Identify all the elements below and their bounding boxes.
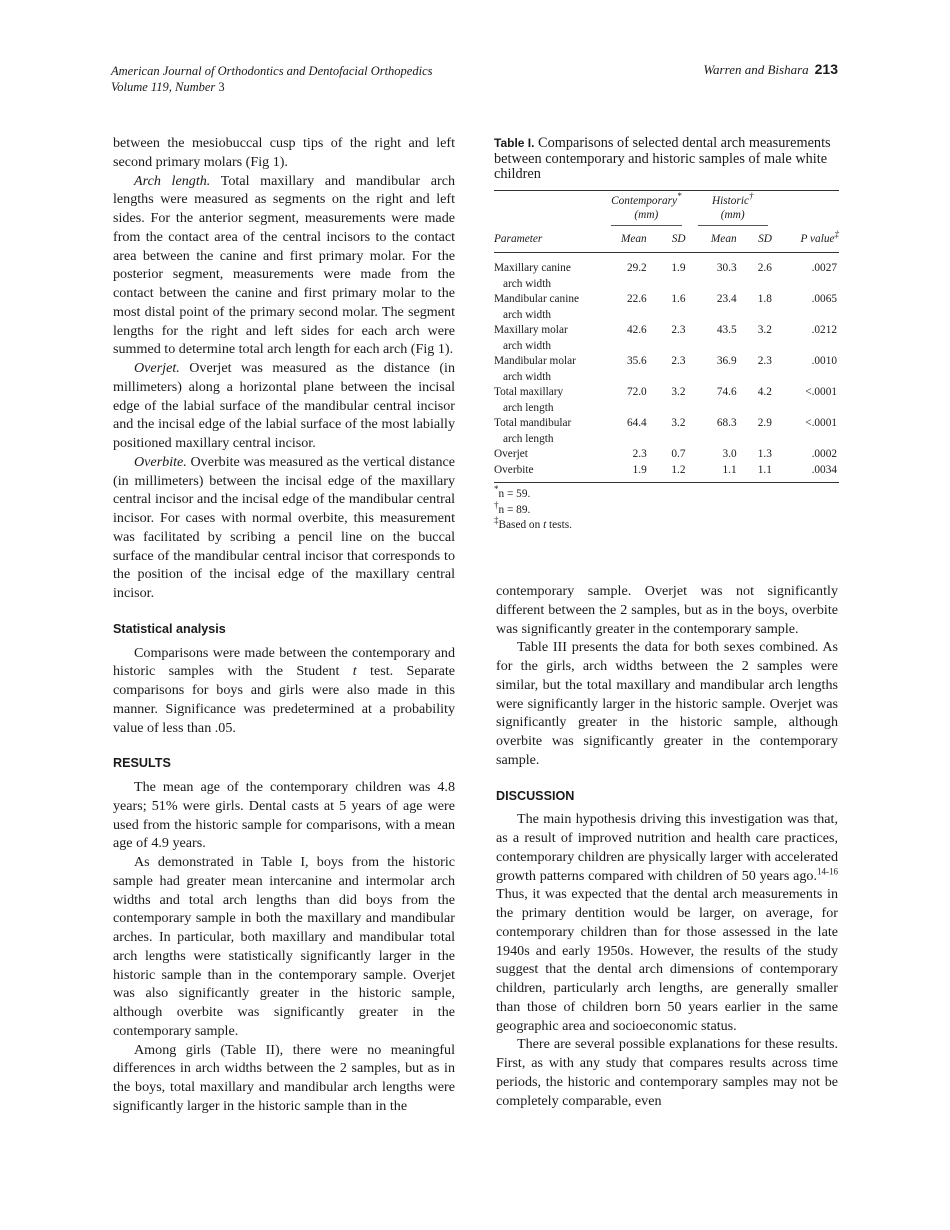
paragraph: between the mesiobuccal cusp tips of the right and left second primary molars (Fig 1). [113, 135, 455, 170]
running-header-journal [111, 63, 433, 95]
parameter-cell [494, 323, 597, 354]
group-header-historic [686, 190, 772, 226]
section-heading-statistical-analysis: Statistical analysis [113, 621, 226, 636]
table-row [494, 463, 839, 483]
footnote [494, 484, 839, 503]
issue-number: 3 [218, 80, 225, 94]
table-label: Table I. [494, 136, 535, 150]
footnote-mark: * [494, 484, 499, 495]
citation-ref: 14-16 [817, 865, 838, 876]
group-unit: (mm) [634, 208, 659, 221]
mean-cell: 23.4 [716, 293, 737, 305]
p-value-cell: .0010 [811, 355, 837, 367]
mean-cell: 36.9 [716, 355, 737, 367]
mean-cell: 35.6 [626, 355, 647, 367]
right-column [496, 582, 838, 1110]
footnote-mark: ‡ [834, 228, 839, 239]
footnote-mark: † [748, 190, 754, 201]
parameter-name: Total mandibular [494, 417, 572, 429]
sd-cell: 3.2 [671, 417, 686, 429]
page-number: 213 [814, 61, 838, 77]
paragraph: contemporary sample. Overjet was not significantly different between the 2 samples, but as in the boys, overbite was significantly greater in the contemporary sample. [496, 583, 838, 637]
author-names: Warren and Bishara [703, 62, 809, 77]
left-column [113, 134, 455, 1116]
table-caption [494, 136, 839, 183]
parameter-name-cont: arch length [503, 432, 554, 445]
sd-cell: 0.7 [671, 448, 686, 460]
table-row [494, 354, 839, 385]
sd-cell: 2.3 [757, 355, 772, 367]
italic-t: t [352, 663, 357, 680]
paragraph: There are several possible explanations for these results. First, as with any study that compares results across time periods, the historic and contemporary samples may not be completely comparable, even [496, 1036, 838, 1109]
mean-cell: 1.1 [722, 463, 737, 476]
paragraph: The mean age of the contemporary children was 4.8 years; 51% were girls. Dental casts at 5 years of age were used from the historic sample for comparisons, with a mean age of 4.9 years. [113, 779, 455, 852]
sd-cell: 2.6 [757, 262, 772, 274]
col-header-label: P value [800, 232, 835, 245]
p-value-cell: <.0001 [805, 417, 837, 429]
mean-cell: 68.3 [716, 417, 737, 429]
paragraph-overjet [113, 359, 455, 453]
runin-heading: Arch length. [134, 172, 211, 189]
parameter-cell: Overjet [494, 448, 528, 460]
paragraph-text: Thus, it was expected that the dental arch measurements in the primary dentition would be larger, on average, for contemporary children than for those assessed in the late 1940s and early 1950s. However, the results of the study suggest that the dental arch dimensions of contemporary children, particularly arch lengths, are generally smaller than those of children born 50 years earlier in the same geographic area and socioeconomic status. [496, 886, 838, 1034]
sd-cell: 2.9 [757, 417, 772, 429]
table-footnotes [494, 484, 839, 534]
paragraph-text: test. Separate comparisons for boys and girls were also made in this manner. Significance was predetermined at a probability value of less than .05. [113, 663, 455, 736]
col-header-sd: SD [647, 226, 686, 253]
footnote-italic: t [543, 519, 547, 531]
sd-cell: 2.3 [671, 324, 686, 336]
runin-heading: Overjet. [134, 360, 180, 376]
paragraph-text: Total maxillary and mandibular arch lengths were measured as segments on the right and left sides. For the anterior segment, measurements were made from the contact area of the central incisors to the contact area between the canine and first primary molar. For the posterior segment, measurements were made from the contact between the canine and first primary molar to the most distal point of the primary second molar. The segment lengths for the right and left sides for each arch were summed to determine total arch length for each arch (Fig 1). [113, 172, 455, 358]
col-header-mean: Mean [597, 226, 647, 253]
sd-cell: 1.8 [757, 293, 772, 305]
data-table [494, 190, 839, 484]
parameter-cell [494, 253, 597, 293]
col-header-mean: Mean [686, 226, 737, 253]
sd-cell: 1.9 [671, 262, 686, 274]
mean-cell: 43.5 [716, 324, 737, 336]
mean-cell: 30.3 [716, 262, 737, 274]
parameter-name: Maxillary molar [494, 324, 568, 336]
mean-cell: 3.0 [722, 448, 737, 460]
parameter-name: Mandibular canine [494, 293, 580, 305]
running-header-authors [703, 61, 838, 78]
p-value-cell: <.0001 [805, 386, 837, 398]
parameter-cell: Overbite [494, 463, 534, 476]
sd-cell: 2.3 [671, 355, 686, 367]
table-caption-text: Comparisons of selected dental arch measurements between contemporary and historic samples of male white children [494, 135, 831, 182]
table-row [494, 385, 839, 416]
runin-heading: Overbite. [134, 453, 187, 470]
table-row [494, 292, 839, 323]
p-value-cell: .0212 [811, 324, 837, 336]
paragraph-arch-length [113, 172, 455, 360]
paragraph-overbite [113, 453, 455, 603]
footnote-mark: † [494, 499, 499, 510]
col-header-sd: SD [737, 226, 772, 253]
mean-cell: 1.9 [632, 463, 647, 476]
footnote [494, 499, 839, 519]
mean-cell: 74.6 [716, 386, 737, 398]
sd-cell: 1.3 [757, 448, 772, 460]
mean-cell: 72.0 [626, 386, 647, 398]
paragraph: Among girls (Table II), there were no meaningful differences in arch widths between the 2 samples, but as in the boys, total maxillary and mandibular arch lengths were significantly larger in the historic sample than in the [113, 1041, 455, 1114]
p-value-cell: .0065 [811, 293, 837, 305]
footnote-text: tests. [546, 519, 572, 531]
sd-cell: 3.2 [757, 324, 772, 336]
parameter-name-cont: arch width [503, 339, 551, 352]
col-header-p-value [772, 226, 839, 253]
section-heading-discussion: DISCUSSION [496, 788, 575, 803]
parameter-cell [494, 354, 597, 385]
footnote-mark: * [677, 190, 682, 201]
group-name: Contemporary [611, 194, 678, 207]
p-value-cell: .0002 [811, 448, 837, 460]
p-value-cell: .0027 [811, 262, 837, 274]
volume-label: Volume 119, Number [111, 80, 216, 94]
paragraph-statistics [113, 644, 455, 738]
mean-cell: 2.3 [632, 448, 647, 460]
paragraph-text: Overjet was measured as the distance (in millimeters) along a horizontal plane between the incisal edge of the labial surface of the mandibular central incisor and the incisal edge of the labial surface of the most labially positioned maxillary central incisor. [113, 360, 455, 451]
paragraph: Table III presents the data for both sexes combined. As for the girls, arch widths between the 2 samples were similar, but the total maxillary and mandibular arch lengths were significantly larger in the historic sample. Overjet was significantly greater in the historic sample, although overbite was significantly greater in the contemporary sample. [496, 639, 838, 768]
parameter-cell [494, 292, 597, 323]
footnote-text: n = 59. [498, 488, 531, 500]
sd-cell: 3.2 [671, 386, 686, 398]
footnote-mark: ‡ [494, 515, 499, 526]
parameter-name-cont: arch width [503, 370, 551, 383]
sd-cell: 1.1 [757, 463, 772, 476]
paragraph [496, 810, 838, 1035]
section-heading-results: RESULTS [113, 756, 171, 771]
group-name: Historic [711, 194, 749, 207]
parameter-name-cont: arch width [503, 277, 551, 290]
footnote [494, 515, 839, 534]
mean-cell: 64.4 [626, 417, 647, 429]
mean-cell: 42.6 [626, 324, 647, 336]
mean-cell: 29.2 [626, 262, 647, 274]
paragraph-text: Overbite was measured as the vertical distance (in millimeters) between the incisal edge of the maxillary central incisor and the incisal edge of the mandibular central incisor. For cases with normal overbite, this measurement was facilitated by scribing a pencil line on the buccal surface of the mandibular central incisor that corresponds to the position of the incisal edge of the maxillary central incisor. [113, 453, 455, 601]
paragraph-text: The main hypothesis driving this investigation was that, as a result of improved nutrition and health care practices, contemporary children are physically larger with accelerated growth patterns compared with children of 50 years ago. [496, 811, 838, 884]
group-unit: (mm) [720, 208, 745, 221]
table-row [494, 416, 839, 447]
sd-cell: 1.6 [671, 293, 686, 305]
parameter-name: Mandibular molar [494, 355, 576, 367]
sd-cell: 4.2 [757, 386, 772, 398]
table-row [494, 253, 839, 293]
paragraph-text: Comparisons were made between the contemporary and historic samples with the Student [113, 644, 455, 680]
p-value-cell: .0034 [811, 463, 837, 476]
footnote-text: Based on [498, 519, 544, 531]
journal-name: American Journal of Orthodontics and Dentofacial Orthopedics [111, 64, 433, 78]
table-1 [494, 136, 839, 534]
table-row [494, 323, 839, 354]
col-header-parameter: Parameter [494, 226, 597, 253]
parameter-cell [494, 385, 597, 416]
group-header-contemporary [597, 190, 685, 226]
parameter-name: Maxillary canine [494, 262, 571, 274]
mean-cell: 22.6 [626, 293, 647, 305]
journal-volume [111, 79, 433, 95]
sd-cell: 1.2 [671, 463, 686, 476]
parameter-name: Total maxillary [494, 386, 564, 398]
footnote-text: n = 89. [498, 503, 531, 516]
paragraph: As demonstrated in Table I, boys from the historic sample had greater mean intercanine and intermolar arch widths and total arch lengths than did boys from the contemporary sample in both the maxillary and mandibular arches. In particular, both maxillary and mandibular total arch lengths were statistically significantly larger in the historic sample than in the contemporary sample. Overjet was also significantly greater in the historic sample, although overbite was significantly greater in the contemporary sample. [113, 854, 455, 1039]
parameter-name-cont: arch width [503, 308, 551, 321]
table-row [494, 447, 839, 463]
parameter-cell [494, 416, 597, 447]
parameter-name-cont: arch length [503, 401, 554, 414]
